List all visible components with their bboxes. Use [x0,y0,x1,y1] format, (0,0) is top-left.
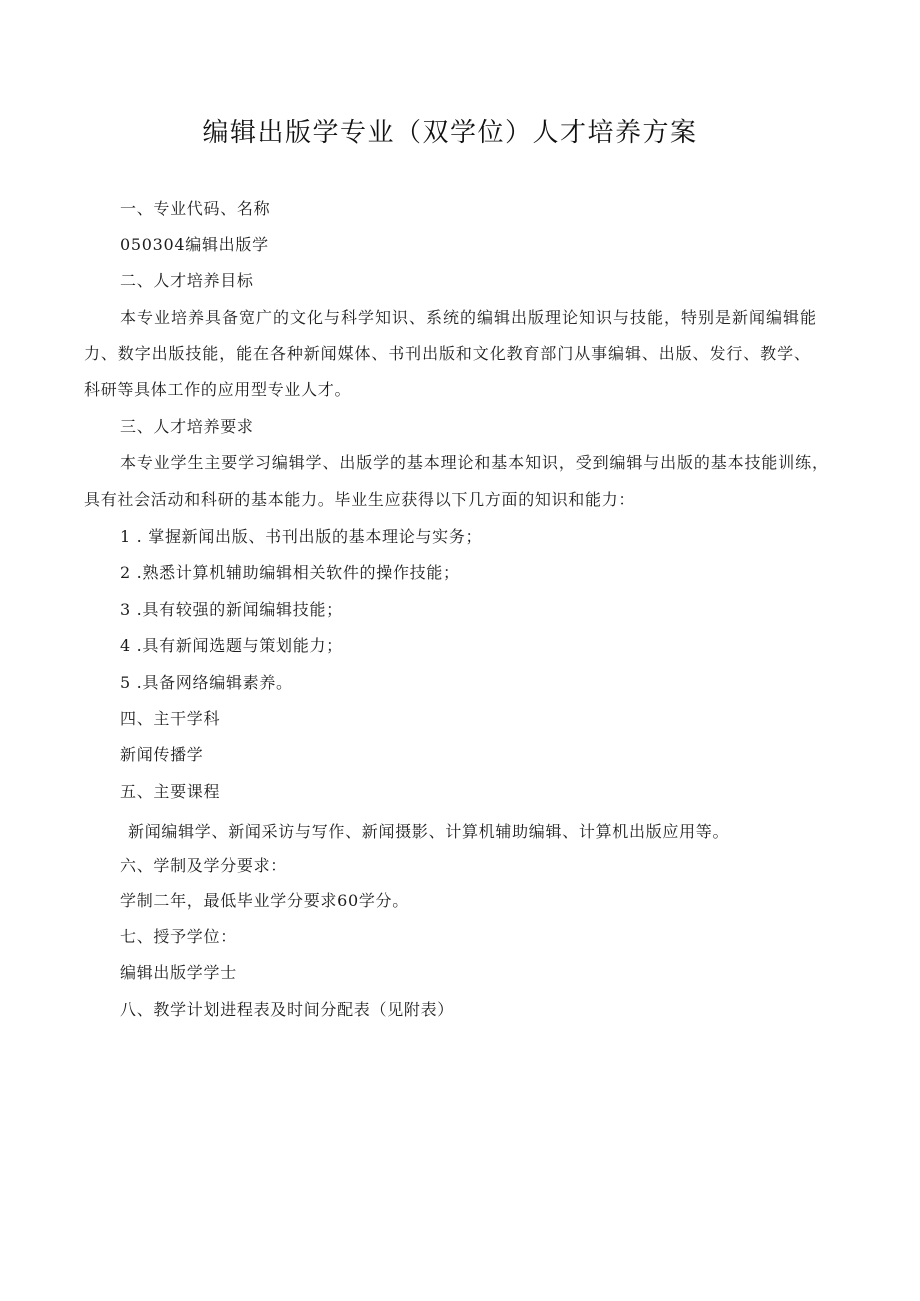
section-heading-major-code: 一、专业代码、名称 [120,199,271,218]
requirement-item: 2 .熟悉计算机辅助编辑相关软件的操作技能； [120,563,460,582]
requirement-item: 3 .具有较强的新闻编辑技能； [120,600,343,619]
section-content-degree: 编辑出版学学士 [120,963,237,982]
paragraph-line: 科研等具体工作的应用型专业人才。 [84,380,352,399]
section-heading-degree: 七、授予学位： [120,927,237,946]
paragraph-line: 力、数字出版技能，能在各种新闻媒体、书刊出版和文化教育部门从事编辑、出版、发行、教学、 [84,344,810,363]
section-heading-training-goal: 二、人才培养目标 [120,271,254,290]
paragraph-line: 本专业学生主要学习编辑学、出版学的基本理论和基本知识，受到编辑与出版的基本技能训练， [120,453,828,472]
requirement-item: 1 . 掌握新闻出版、书刊出版的基本理论与实务； [120,527,483,546]
section-heading-teaching-plan: 八、教学计划进程表及时间分配表（见附表） [120,1000,455,1019]
section-heading-training-requirements: 三、人才培养要求 [120,417,254,436]
paragraph-line: 具有社会活动和科研的基本能力。毕业生应获得以下几方面的知识和能力： [84,490,636,509]
section-content-major-code: 050304编辑出版学 [120,235,269,254]
requirement-item: 4 .具有新闻选题与策划能力； [120,636,343,655]
section-content-main-discipline: 新闻传播学 [120,745,204,764]
paragraph-line: 本专业培养具备宽广的文化与科学知识、系统的编辑出版理论知识与技能，特别是新闻编辑能 [120,308,816,327]
section-heading-duration-credits: 六、学制及学分要求： [120,856,288,875]
section-heading-main-discipline: 四、主干学科 [120,709,221,728]
section-heading-main-courses: 五、主要课程 [120,782,221,801]
page-title: 编辑出版学专业（双学位）人才培养方案 [202,118,698,148]
section-content-duration-credits: 学制二年，最低毕业学分要求60学分。 [120,891,409,910]
section-content-main-courses: 新闻编辑学、新闻采访与写作、新闻摄影、计算机辅助编辑、计算机出版应用等。 [128,822,730,841]
requirement-item: 5 .具备网络编辑素养。 [120,673,293,692]
